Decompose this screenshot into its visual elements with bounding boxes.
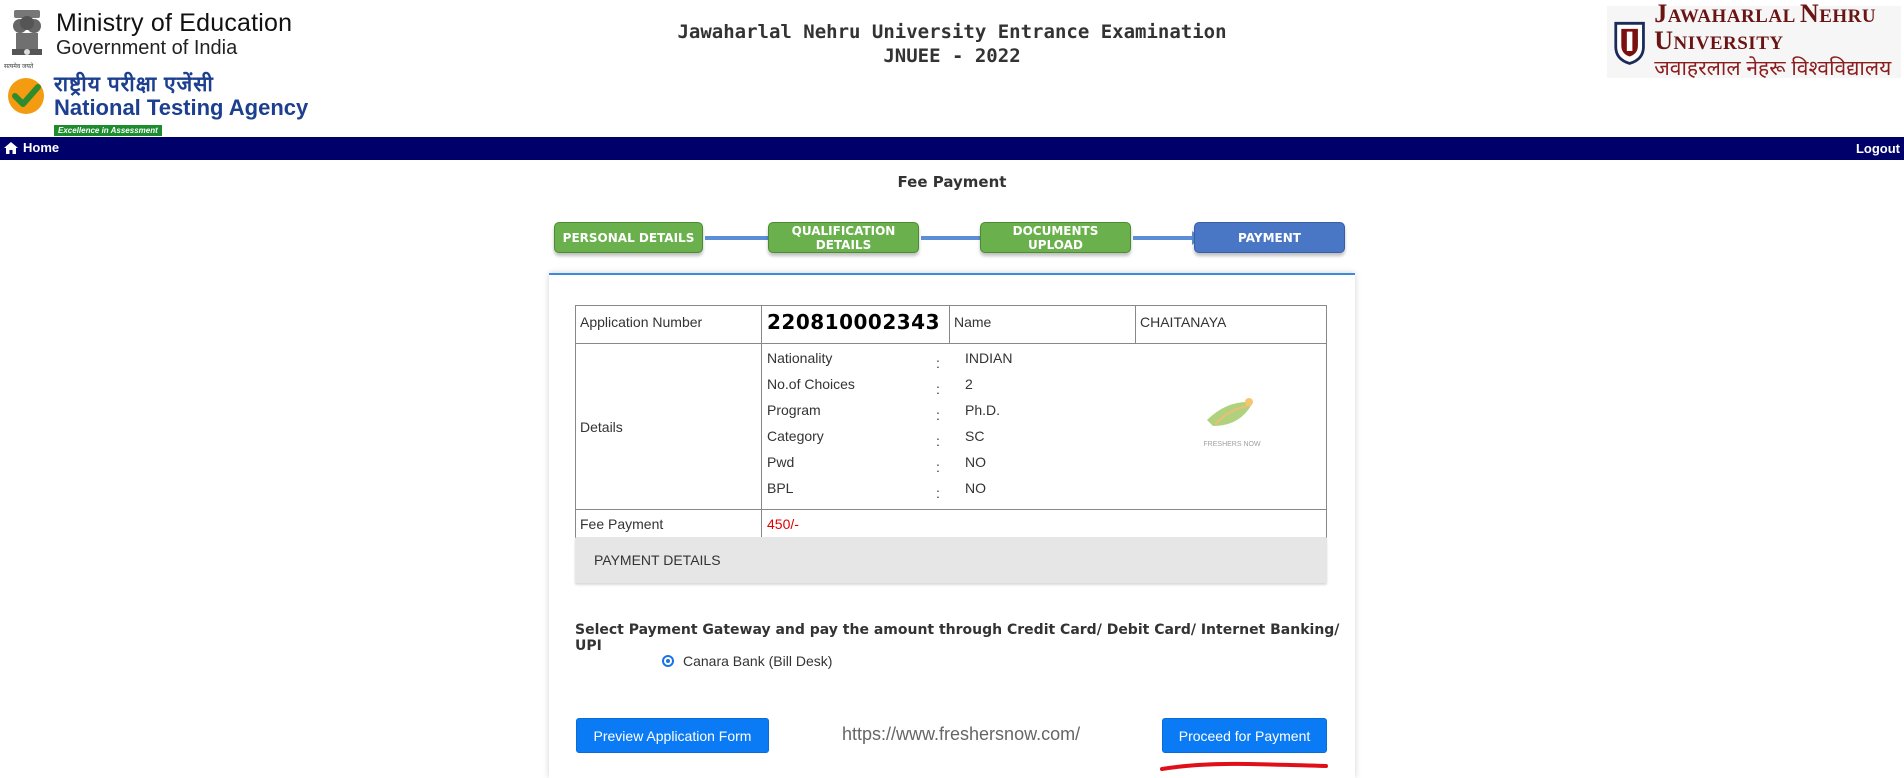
fee-payment-value: 450/- [762, 510, 1327, 542]
logout-link[interactable]: Logout [1855, 141, 1900, 156]
jnu-branding [1607, 0, 1901, 80]
home-link[interactable] [4, 140, 59, 155]
freshersnow-watermark-logo [1197, 394, 1267, 454]
gateway-option-canara[interactable] [662, 653, 832, 669]
home-icon [4, 142, 18, 154]
step-documents-upload: DOCUMENTS UPLOAD [980, 222, 1131, 253]
jnu-emblem-icon [1613, 9, 1646, 75]
ministry-subtitle: Government of India [56, 37, 238, 59]
step-arrow [1133, 236, 1193, 240]
fee-payment-card [549, 273, 1355, 778]
proceed-for-payment-button[interactable]: Proceed for Payment [1162, 718, 1327, 753]
nta-english-name: National Testing Agency [54, 95, 309, 120]
nta-tagline: Excellence in Assessment [54, 125, 162, 136]
progress-steps [554, 222, 1346, 254]
details-label: Details [576, 344, 762, 510]
fee-payment-label: Fee Payment [576, 510, 762, 542]
payment-details-header [575, 537, 1327, 583]
application-number-value: 220810002343 [762, 306, 950, 344]
exam-title-line2: JNUEE - 2022 [883, 45, 1021, 67]
preview-application-button[interactable]: Preview Application Form [576, 718, 769, 753]
emblem-caption: सत्यमेव जयते [4, 64, 34, 70]
ministry-title: Ministry of Education [56, 9, 293, 37]
application-number-label: Application Number [576, 306, 762, 344]
gateway-radio[interactable] [662, 655, 674, 667]
details-list: Nationality : INDIAN No.of Choices : 2 Program : Ph.D. Category : SC Pwd : NO BPL : NO FRESHERS NOW [762, 344, 1326, 509]
watermark-url: https://www.freshersnow.com/ [842, 724, 1081, 744]
gateway-option-label: Canara Bank (Bill Desk) [683, 653, 833, 669]
name-value: CHAITANAYA [1136, 306, 1327, 344]
name-label: Name [950, 306, 1136, 344]
step-personal-details: PERSONAL DETAILS [554, 222, 703, 253]
application-summary-table [575, 305, 1327, 542]
watermark-text: FRESHERS NOW [1203, 441, 1261, 448]
nta-branding [6, 74, 308, 138]
site-header [0, 0, 1904, 137]
step-qualification-details: QUALIFICATION DETAILS [768, 222, 919, 253]
payment-details-title: PAYMENT DETAILS [594, 552, 721, 568]
red-underline-annotation [1159, 761, 1329, 773]
step-payment: PAYMENT [1194, 222, 1345, 253]
payment-gateway-instruction: Select Payment Gateway and pay the amount through Credit Card/ Debit Card/ Internet Banking/ UPI [575, 622, 1340, 654]
top-nav-bar [0, 137, 1904, 160]
step-arrow [705, 236, 770, 240]
jnu-english-name: JAWAHARLAL NEHRU UNIVERSITY [1654, 0, 1877, 55]
jnu-hindi-name: जवाहरलाल नेहरू विश्वविद्यालय [1654, 57, 1892, 80]
exam-title-line1: Jawaharlal Nehru University Entrance Examination [677, 21, 1227, 43]
nta-logo-icon [6, 74, 46, 116]
page-title: Fee Payment [897, 173, 1007, 191]
home-label: Home [23, 140, 60, 155]
nta-hindi-name: राष्ट्रीय परीक्षा एजेंसी [54, 73, 214, 96]
step-arrow [921, 236, 981, 240]
